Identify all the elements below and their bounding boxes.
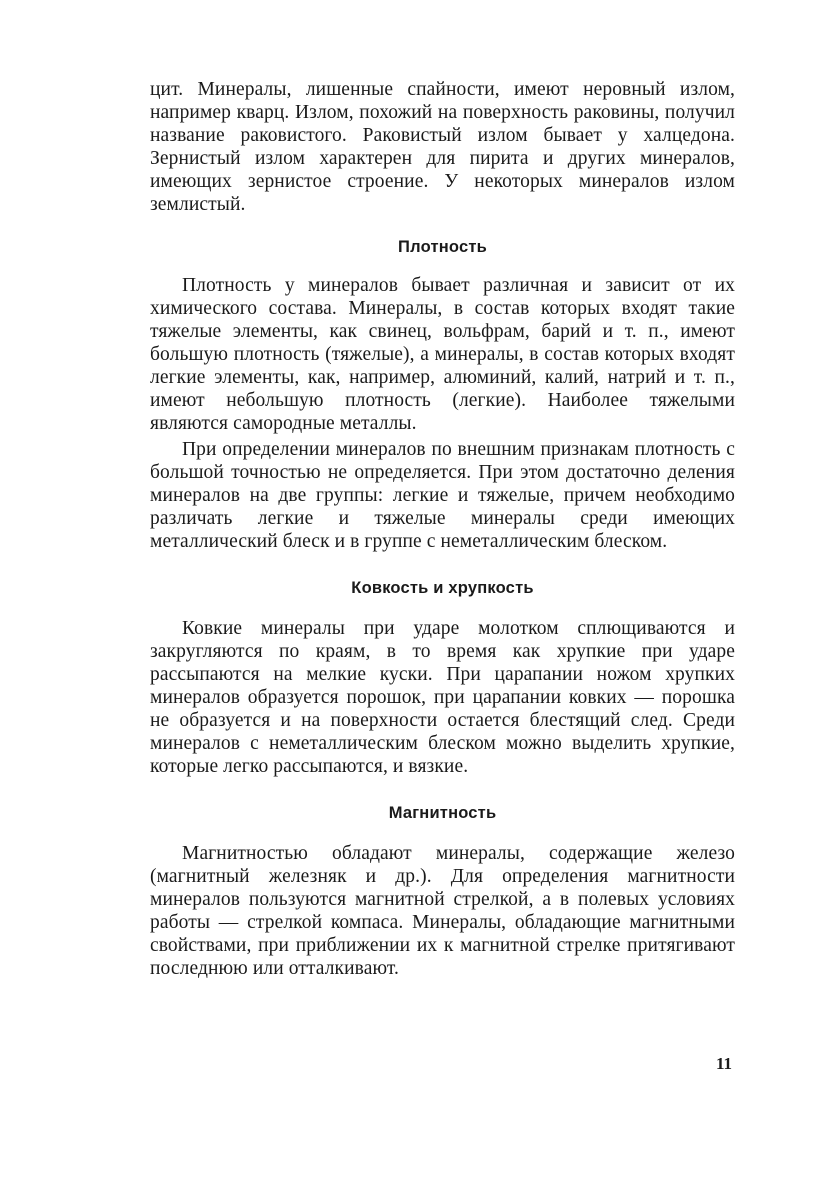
paragraph-density-1: Плотность у минералов бывает различная и зависит от их химического состава. Минералы, в состав которых входят такие тяжелые элементы, как свинец, вольфрам, барий и т. п., имеют большую плотность (тяжелые), а минералы, в состав которых входят легкие элементы, как, например, алюминий, калий, натрий и т. п., имеют небольшую плотность (легкие). Наиболее тяжелыми являются самородные металлы. <box>150 275 735 434</box>
paragraph-density-2: При определении минералов по внешним признакам плотность с большой точностью не определяется. При этом достаточно деления минералов на две группы: легкие и тяжелые, причем необходимо различать легкие и тяжелые минералы среди имеющих металлический блеск и в группе с неметаллическим блеском. <box>150 439 735 552</box>
section-heading-magnetism: Магнитность <box>388 804 497 822</box>
paragraph-malleability: Ковкие минералы при ударе молотком сплющиваются и закругляются по краям, в то время как хрупкие при ударе рассыпаются на мелкие куски. При царапании ножом хрупких минералов образуется порошок, при царапании ковких — порошка не образуется и на поверхности остается блестящий след. Среди минералов с неметаллическим блеском можно выделить хрупкие, которые легко рассыпаются, и вязкие. <box>150 618 735 777</box>
paragraph-fracture-continuation: цит. Минералы, лишенные спайности, имеют неровный излом, например кварц. Излом, похожий на поверхность раковины, получил название раковистого. Раковистый излом бывает у халцедона. Зернистый излом характерен для пирита и других минералов, имеющих зернистое строение. У некоторых минералов излом землистый. <box>150 79 735 215</box>
section-heading-malleability: Ковкость и хрупкость <box>351 579 534 597</box>
paragraph-magnetism: Магнитностью обладают минералы, содержащие железо (магнитный железняк и др.). Для определения магнитности минералов пользуются магнитной стрелкой, а в полевых условиях работы — стрелкой компаса. Минералы, обладающие магнитными свойствами, при приближении их к магнитной стрелке притягивают последнюю или отталкивают. <box>150 843 735 979</box>
document-page <box>150 78 735 980</box>
page-number: 11 <box>715 1054 732 1073</box>
section-heading-density: Плотность <box>398 238 487 256</box>
